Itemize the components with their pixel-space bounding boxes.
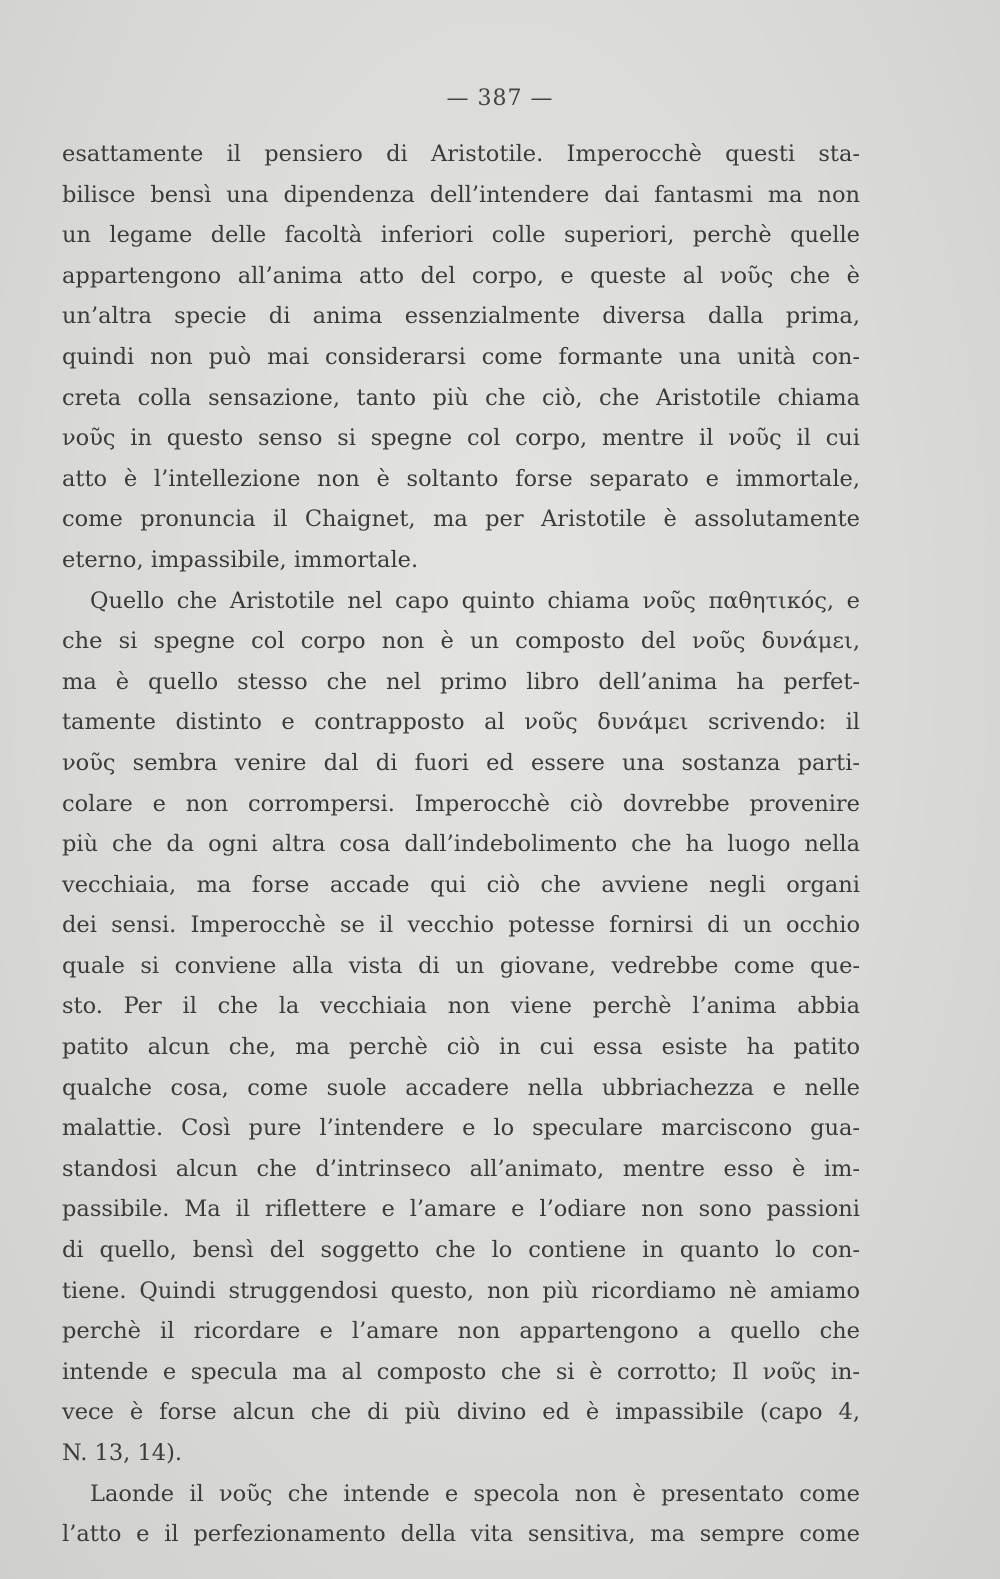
- text-line: Quello che Aristotile nel capo quinto chiama νοῦς παθητικός, e: [90, 587, 860, 614]
- text-line: sto. Per il che la vecchiaia non viene perchè l’anima abbia: [62, 993, 860, 1020]
- page-number: — 387 —: [446, 86, 554, 111]
- text-line: un’altra specie di anima essenzialmente diversa dalla prima,: [62, 303, 860, 330]
- text-line: tamente distinto e contrapposto al νοῦς δυνάμει scrivendo: il: [62, 709, 860, 736]
- text-line: appartengono all’anima atto del corpo, e queste al νοῦς che è: [62, 262, 860, 289]
- text-line: come pronuncia il Chaignet, ma per Aristotile è assolutamente: [62, 506, 860, 533]
- text-line: dei sensi. Imperocchè se il vecchio potesse fornirsi di un occhio: [62, 912, 860, 939]
- text-line: intende e specula ma al composto che si è corrotto; Il νοῦς in-: [62, 1358, 860, 1385]
- text-line: Laonde il νοῦς che intende e specola non è presentato come: [90, 1480, 860, 1507]
- text-line: atto è l’intellezione non è soltanto forse separato e immortale,: [62, 465, 860, 492]
- text-line: vece è forse alcun che di più divino ed è impassibile (capo 4,: [62, 1399, 860, 1426]
- text-line: vecchiaia, ma forse accade qui ciò che avviene negli organi: [62, 871, 860, 898]
- text-line: νοῦς sembra venire dal di fuori ed essere una sostanza parti-: [62, 749, 860, 776]
- text-line: esattamente il pensiero di Aristotile. Imperocchè questi sta-: [62, 141, 860, 167]
- text-line: quale si conviene alla vista di un giovane, vedrebbe come que-: [62, 952, 860, 979]
- text-line: ma è quello stesso che nel primo libro dell’anima ha perfet-: [62, 668, 860, 695]
- body-text: [62, 134, 860, 1555]
- text-line: N. 13, 14).: [62, 1440, 183, 1466]
- text-line: malattie. Così pure l’intendere e lo speculare marciscono gua-: [62, 1115, 860, 1142]
- text-line: tiene. Quindi struggendosi questo, non più ricordiamo nè amiamo: [62, 1277, 860, 1304]
- text-line: standosi alcun che d’intrinseco all’animato, mentre esso è im-: [62, 1155, 860, 1182]
- text-line: passibile. Ma il riflettere e l’amare e l’odiare non sono passioni: [62, 1196, 860, 1223]
- text-line: l’atto e il perfezionamento della vita sensitiva, ma sempre come: [62, 1521, 860, 1548]
- text-line: più che da ogni altra cosa dall’indebolimento che ha luogo nella: [62, 831, 860, 858]
- text-line: eterno, impassibile, immortale.: [62, 546, 419, 573]
- text-line: νοῦς in questo senso si spegne col corpo, mentre il νοῦς il cui: [62, 425, 860, 452]
- text-line: quindi non può mai considerarsi come formante una unità con-: [62, 343, 860, 370]
- text-line: colare e non corrompersi. Imperocchè ciò dovrebbe provenire: [62, 790, 860, 817]
- text-line: un legame delle facoltà inferiori colle superiori, perchè quelle: [62, 222, 860, 249]
- text-line: creta colla sensazione, tanto più che ciò, che Aristotile chiama: [62, 384, 860, 411]
- text-line: perchè il ricordare e l’amare non appartengono a quello che: [62, 1318, 860, 1345]
- text-line: qualche cosa, come suole accadere nella ubbriachezza e nelle: [62, 1074, 860, 1101]
- text-line: bilisce bensì una dipendenza dell’intendere dai fantasmi ma non: [62, 181, 860, 208]
- text-line: che si spegne col corpo non è un composto del νοῦς δυνάμει,: [62, 628, 860, 655]
- text-line: di quello, bensì del soggetto che lo contiene in quanto lo con-: [62, 1237, 860, 1264]
- text-line: patito alcun che, ma perchè ciò in cui essa esiste ha patito: [62, 1034, 860, 1061]
